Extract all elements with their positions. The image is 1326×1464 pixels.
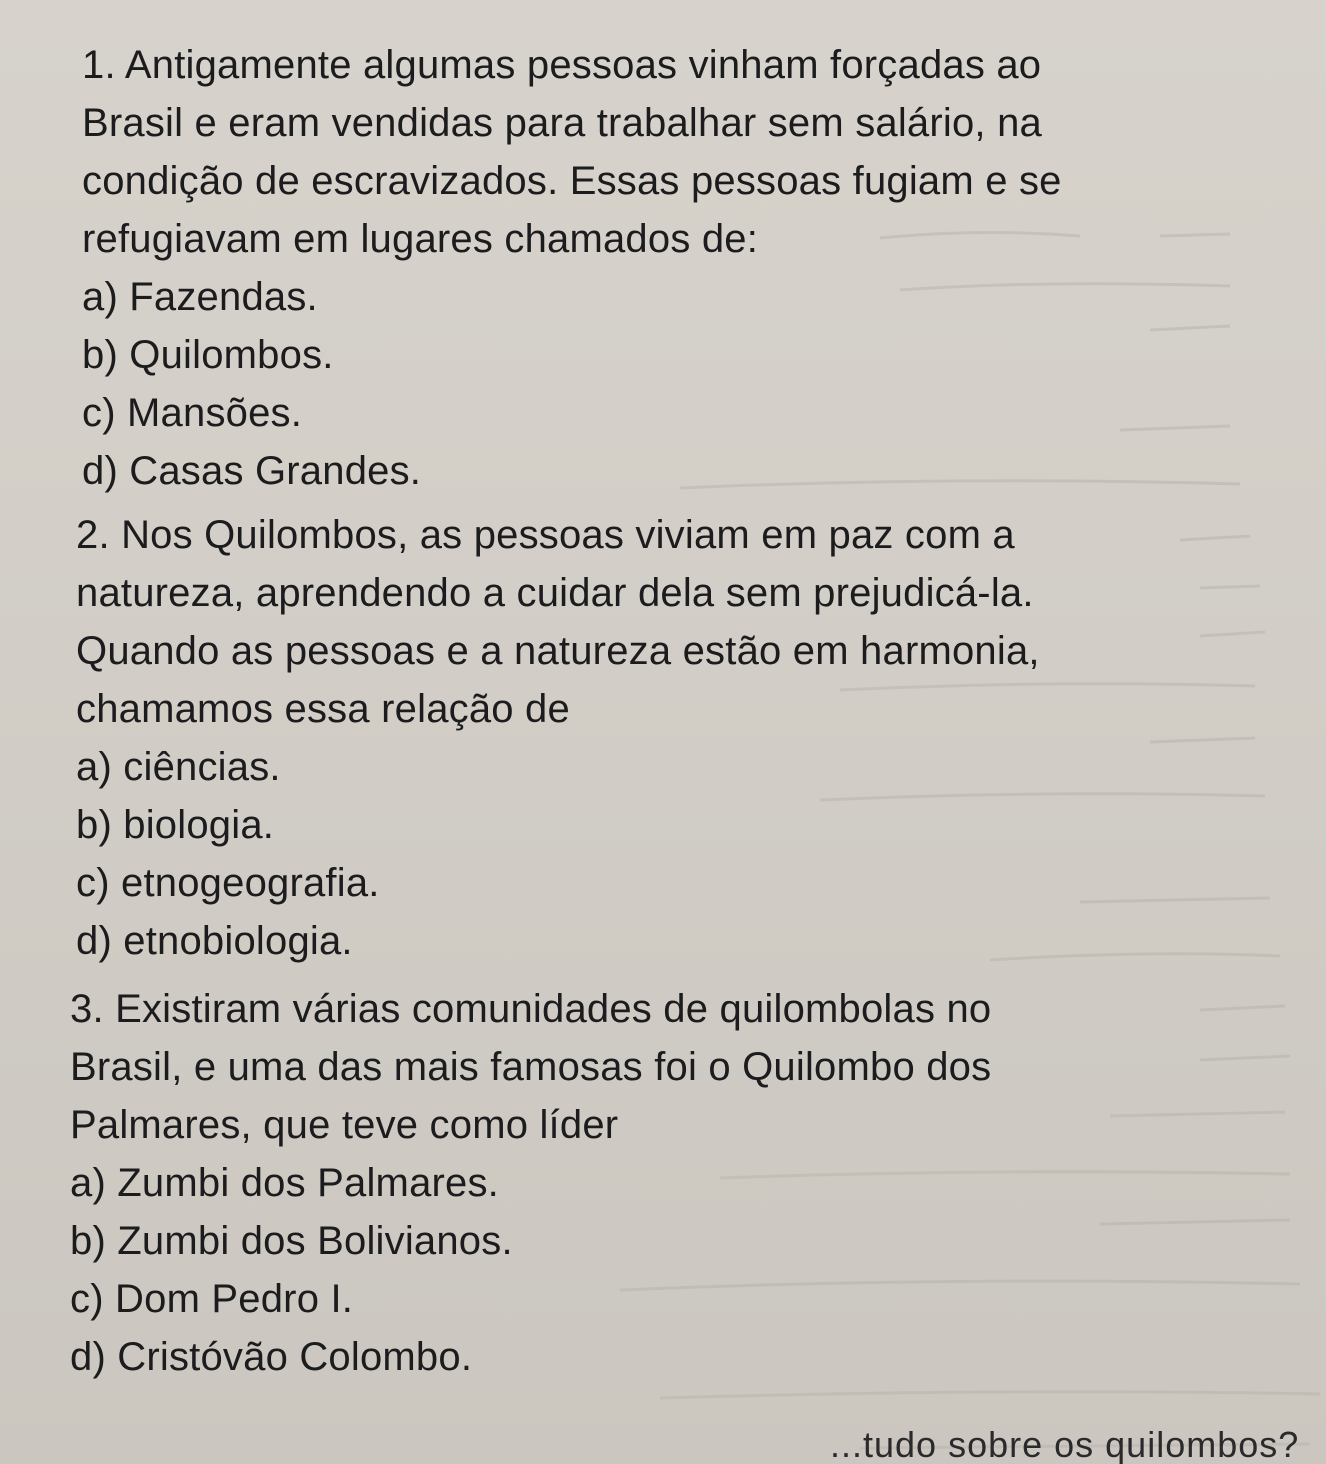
question-1-stem	[82, 36, 1062, 268]
question-stem-line: Quando as pessoas e a natureza estão em harmonia,	[76, 629, 1040, 673]
option-c: c) etnogeografia.	[76, 861, 380, 905]
question-2	[76, 506, 1040, 970]
question-stem-line: Brasil, e uma das mais famosas foi o Quilombo dos	[70, 1045, 992, 1089]
option-a: a) ciências.	[76, 745, 281, 789]
option-c: c) Dom Pedro I.	[70, 1277, 354, 1321]
question-stem-line: chamamos essa relação de	[76, 687, 570, 731]
cut-off-next-question: ...tudo sobre os quilombos?	[830, 1424, 1300, 1464]
option-d: d) Casas Grandes.	[82, 449, 422, 493]
question-3	[70, 980, 991, 1386]
option-a: a) Zumbi dos Palmares.	[70, 1161, 499, 1205]
question-2-options	[76, 738, 1040, 970]
question-stem-line: Palmares, que teve como líder	[70, 1103, 619, 1147]
question-stem-line: 1. Antigamente algumas pessoas vinham forçadas ao	[82, 43, 1042, 87]
option-b: b) Zumbi dos Bolivianos.	[70, 1219, 513, 1263]
question-stem-line: Brasil e eram vendidas para trabalhar sem salário, na	[82, 101, 1042, 145]
question-stem-line: condição de escravizados. Essas pessoas fugiam e se	[82, 159, 1062, 203]
question-stem-line: 3. Existiram várias comunidades de quilombolas no	[70, 987, 992, 1031]
option-b: b) Quilombos.	[82, 333, 334, 377]
question-3-options	[70, 1154, 991, 1386]
question-stem-line: refugiavam em lugares chamados de:	[82, 217, 759, 261]
question-stem-line: natureza, aprendendo a cuidar dela sem prejudicá-la.	[76, 571, 1034, 615]
question-1-options	[82, 268, 1062, 500]
question-2-stem	[76, 506, 1040, 738]
option-b: b) biologia.	[76, 803, 275, 847]
question-3-stem	[70, 980, 991, 1154]
question-1	[82, 36, 1062, 500]
question-stem-line: 2. Nos Quilombos, as pessoas viviam em paz com a	[76, 513, 1015, 557]
option-a: a) Fazendas.	[82, 275, 318, 319]
option-c: c) Mansões.	[82, 391, 303, 435]
option-d: d) Cristóvão Colombo.	[70, 1335, 473, 1379]
option-d: d) etnobiologia.	[76, 919, 353, 963]
